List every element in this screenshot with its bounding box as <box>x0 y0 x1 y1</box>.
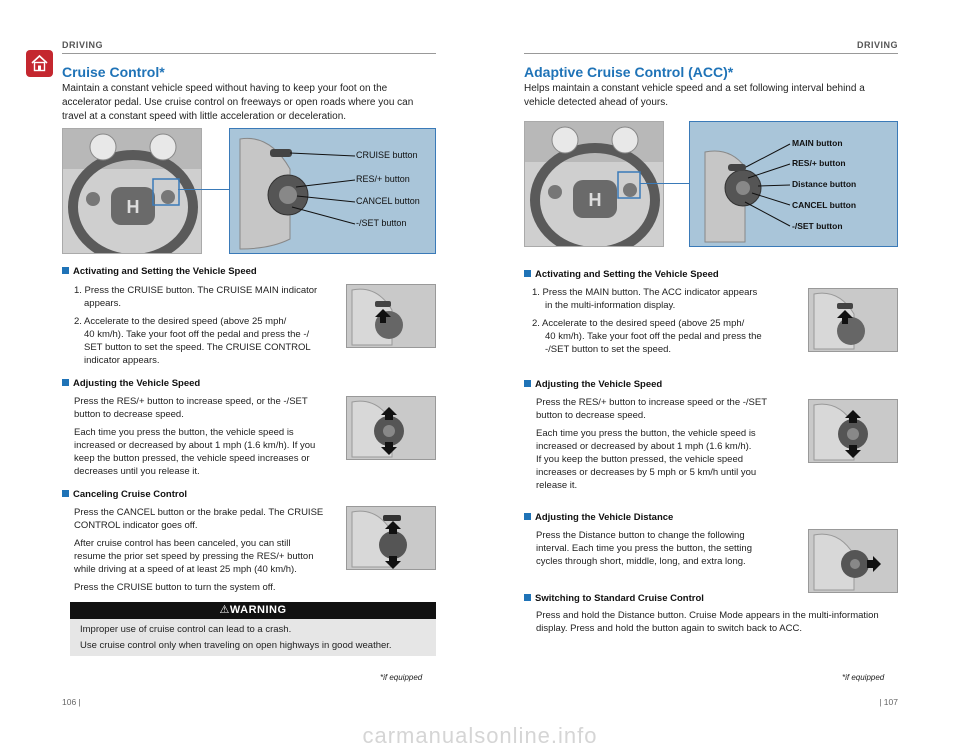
set-button-label: -/SET button <box>792 221 843 231</box>
page-title: Adaptive Cruise Control (ACC)* <box>524 64 734 80</box>
distance-p1c: cycles through short, middle, long, and extra long. <box>536 556 746 567</box>
main-button-thumbnail <box>808 288 898 352</box>
right-page <box>480 0 960 750</box>
adjust-p2b: increased or decreased by about 1 mph (1.6 km/h). If you <box>74 440 316 451</box>
page-number: | 107 <box>879 697 898 707</box>
cancel-p2b: resume the prior set speed by pressing the RES/+ button <box>74 551 314 562</box>
steering-wheel-photo <box>524 121 664 247</box>
res-button-label: RES/+ button <box>792 158 846 168</box>
step-2: 2. Accelerate to the desired speed (above 25 mph/ <box>74 316 287 327</box>
adjust-p1b: button to decrease speed. <box>74 409 184 420</box>
section-label: DRIVING <box>856 40 898 50</box>
step-2-cont-b: SET button to set the speed. The CRUISE CONTROL <box>84 342 311 353</box>
subhead-canceling: Canceling Cruise Control <box>62 489 187 500</box>
warning-banner: ⚠WARNING <box>70 602 436 619</box>
adjust-p2d: increases or decreases by 5 mph or 5 km/h until you <box>536 467 757 478</box>
warning-line-1: Improper use of cruise control can lead to a crash. <box>80 624 292 635</box>
steering-wheel-photo <box>62 128 202 254</box>
footnote: *if equipped <box>842 673 885 682</box>
intro-text: Helps maintain a constant vehicle speed and a set following interval behind a vehicle detected ahead of yours. <box>524 83 865 108</box>
cancel-thumbnail <box>346 506 436 570</box>
footnote: *if equipped <box>380 673 423 682</box>
cruise-buttons-callout <box>229 128 436 254</box>
res-button-label: RES/+ button <box>356 174 410 184</box>
adjust-p2c: keep the button pressed, the vehicle speed increases or <box>74 453 310 464</box>
home-icon[interactable] <box>26 50 53 77</box>
header-rule <box>62 53 436 54</box>
step-2-cont-c: indicator appears. <box>84 355 160 366</box>
adjust-p2b: increased or decreased by about 1 mph (1.6 km/h). <box>536 441 752 452</box>
step-2-cont-b: -/SET button to set the speed. <box>545 344 672 355</box>
subhead-adjusting-speed: Adjusting the Vehicle Speed <box>62 378 200 389</box>
watermark: carmanualsonline.info <box>362 723 598 748</box>
adjust-p1a: Press the RES/+ button to increase speed or the -/SET <box>536 397 768 408</box>
step-2: 2. Accelerate to the desired speed (above 25 mph/ <box>532 318 745 329</box>
cruise-button-label: CRUISE button <box>356 150 418 160</box>
step-1-cont: in the multi-information display. <box>545 300 676 311</box>
switching-p1b: display. Press and hold the button again to switch back to ACC. <box>536 623 802 634</box>
adjust-p1a: Press the RES/+ button to increase speed, or the -/SET <box>74 396 308 407</box>
adjust-p2d: decreases until you release it. <box>74 466 200 477</box>
step-1: 1. Press the CRUISE button. The CRUISE MAIN indicator <box>74 285 318 296</box>
res-set-thumbnail <box>346 396 436 460</box>
set-button-label: -/SET button <box>356 218 407 228</box>
adjust-p1b: button to decrease speed. <box>536 410 646 421</box>
connector-line <box>178 189 230 190</box>
page-title: Cruise Control* <box>62 64 165 80</box>
adjust-p2a: Each time you press the button, the vehicle speed is <box>536 428 756 439</box>
svg-text:H: H <box>588 190 602 210</box>
svg-text:H: H <box>126 197 140 217</box>
step-1: 1. Press the MAIN button. The ACC indicator appears <box>532 287 758 298</box>
step-2-cont-a: 40 km/h). Take your foot off the pedal and press the -/ <box>84 329 310 340</box>
cancel-p2c: while driving at a speed of at least 25 mph (40 km/h). <box>74 564 297 575</box>
subhead-switching: Switching to Standard Cruise Control <box>524 593 704 604</box>
res-set-thumbnail <box>808 399 898 463</box>
cancel-button-label: CANCEL button <box>356 196 420 206</box>
cancel-p1a: Press the CANCEL button or the brake pedal. The CRUISE <box>74 507 324 518</box>
switching-p1a: Press and hold the Distance button. Cruise Mode appears in the multi-information <box>536 610 879 621</box>
header-rule <box>524 53 898 54</box>
main-button-label: MAIN button <box>792 138 843 148</box>
distance-p1a: Press the Distance button to change the following <box>536 530 745 541</box>
page-number: 106 | <box>62 697 81 707</box>
intro-text: Maintain a constant vehicle speed without having to keep your foot on the accelerator pedal. Use cruise control on freeways or open roads where you can travel at a constant speed with little acceleration or deceleration. <box>62 83 414 122</box>
adjust-p2e: release it. <box>536 480 578 491</box>
subhead-adjusting-speed: Adjusting the Vehicle Speed <box>524 379 662 390</box>
section-label: DRIVING <box>62 40 104 50</box>
cruise-button-thumbnail <box>346 284 436 348</box>
warning-line-2: Use cruise control only when traveling on open highways in good weather. <box>80 640 392 651</box>
subhead-activating: Activating and Setting the Vehicle Speed <box>62 266 257 277</box>
step-1-cont: appears. <box>84 298 121 309</box>
acc-buttons-callout <box>689 121 898 247</box>
distance-button-label: Distance button <box>792 179 857 189</box>
subhead-activating: Activating and Setting the Vehicle Speed <box>524 269 719 280</box>
subhead-adjusting-distance: Adjusting the Vehicle Distance <box>524 512 673 523</box>
cancel-p3: Press the CRUISE button to turn the system off. <box>74 582 276 593</box>
connector-line <box>640 183 690 184</box>
step-2-cont-a: 40 km/h). Take your foot off the pedal and press the <box>545 331 762 342</box>
warning-icon: ⚠ <box>219 604 230 616</box>
adjust-p2a: Each time you press the button, the vehicle speed is <box>74 427 294 438</box>
cancel-p2a: After cruise control has been canceled, you can still <box>74 538 291 549</box>
adjust-p2c: If you keep the button pressed, the vehicle speed <box>536 454 744 465</box>
distance-thumbnail <box>808 529 898 593</box>
distance-p1b: interval. Each time you press the button, the setting <box>536 543 752 554</box>
cancel-p1b: CONTROL indicator goes off. <box>74 520 198 531</box>
cancel-button-label: CANCEL button <box>792 200 857 210</box>
